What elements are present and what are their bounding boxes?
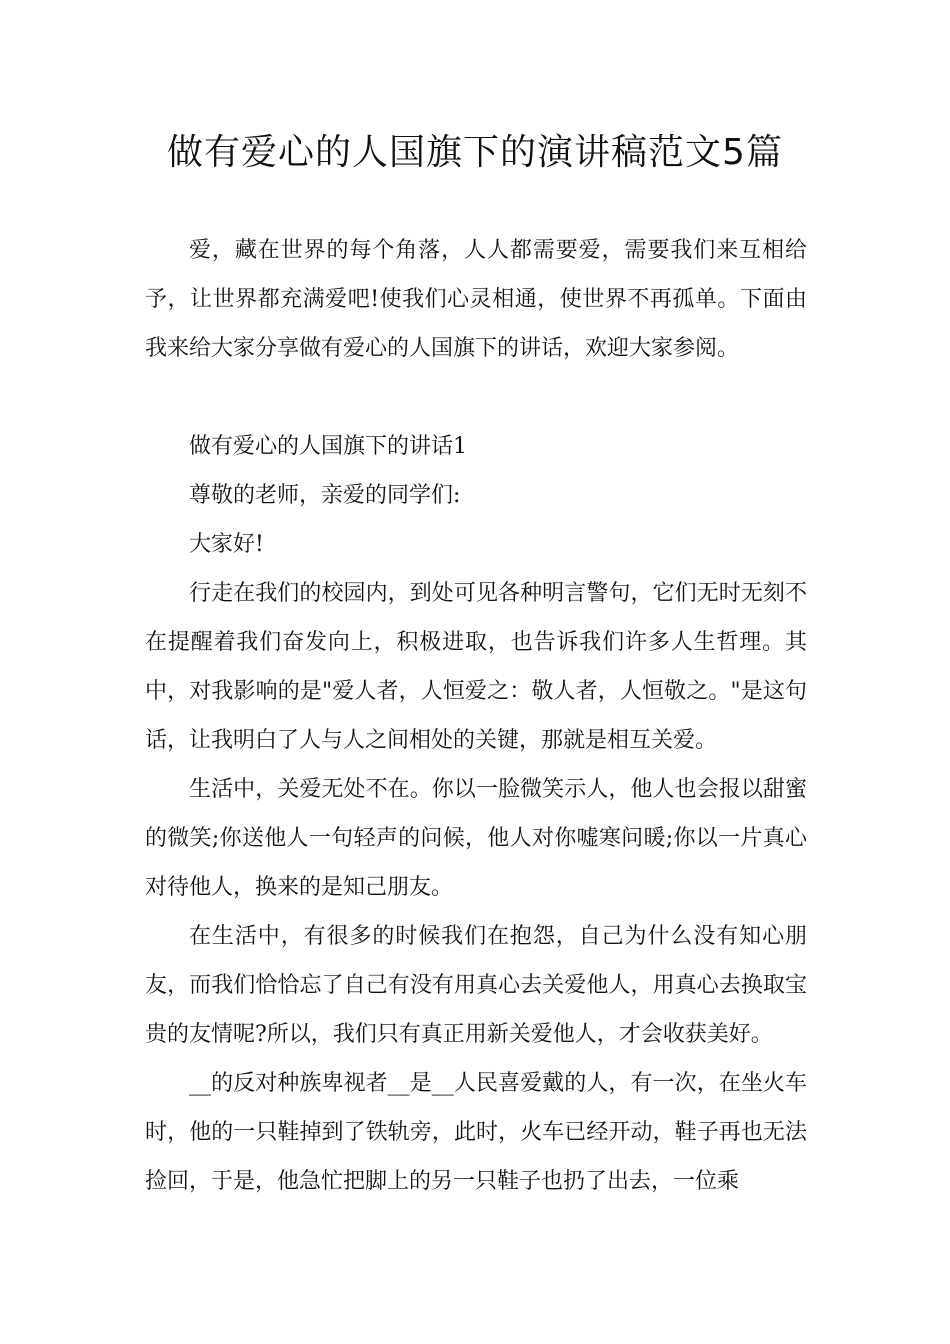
salutation-paragraph: 尊敬的老师，亲爱的同学们:	[189, 483, 461, 508]
body-paragraph: __的反对种族卑视者__是__人民喜爱戴的人，有一次，在坐火车时，他的一只鞋掉到了铁轨旁，此时，火车已经开动，鞋子再也无法捡回，于是，他急忙把脚上的另一只鞋子也扔了出去，一位乘	[145, 1071, 807, 1194]
paragraph-gap	[145, 373, 807, 422]
greeting-paragraph: 大家好!	[189, 532, 264, 557]
document-body	[145, 226, 807, 1206]
intro-paragraph: 爱，藏在世界的每个角落，人人都需要爱，需要我们来互相给予，让世界都充满爱吧!使我们心灵相通，使世界不再孤单。下面由我来给大家分享做有爱心的人国旗下的讲话，欢迎大家参阅。	[145, 238, 807, 361]
document-title: 做有爱心的人国旗下的演讲稿范文5篇	[167, 132, 783, 173]
body-paragraph: 生活中，关爱无处不在。你以一脸微笑示人，他人也会报以甜蜜的微笑;你送他人一句轻声的问候，他人对你嘘寒问暖;你以一片真心对待他人，换来的是知己朋友。	[145, 777, 807, 900]
section-heading: 做有爱心的人国旗下的讲话1	[189, 434, 467, 459]
body-paragraph: 在生活中，有很多的时候我们在抱怨，自己为什么没有知心朋友，而我们恰恰忘了自己有没有用真心去关爱他人，用真心去换取宝贵的友情呢?所以，我们只有真正用新关爱他人，才会收获美好。	[145, 924, 807, 1047]
body-paragraph: 行走在我们的校园内，到处可见各种明言警句，它们无时无刻不在提醒着我们奋发向上，积极进取，也告诉我们许多人生哲理。其中，对我影响的是"爱人者，人恒爱之：敬人者，人恒敬之。"是这句话，让我明白了人与人之间相处的关键，那就是相互关爱。	[145, 581, 807, 753]
